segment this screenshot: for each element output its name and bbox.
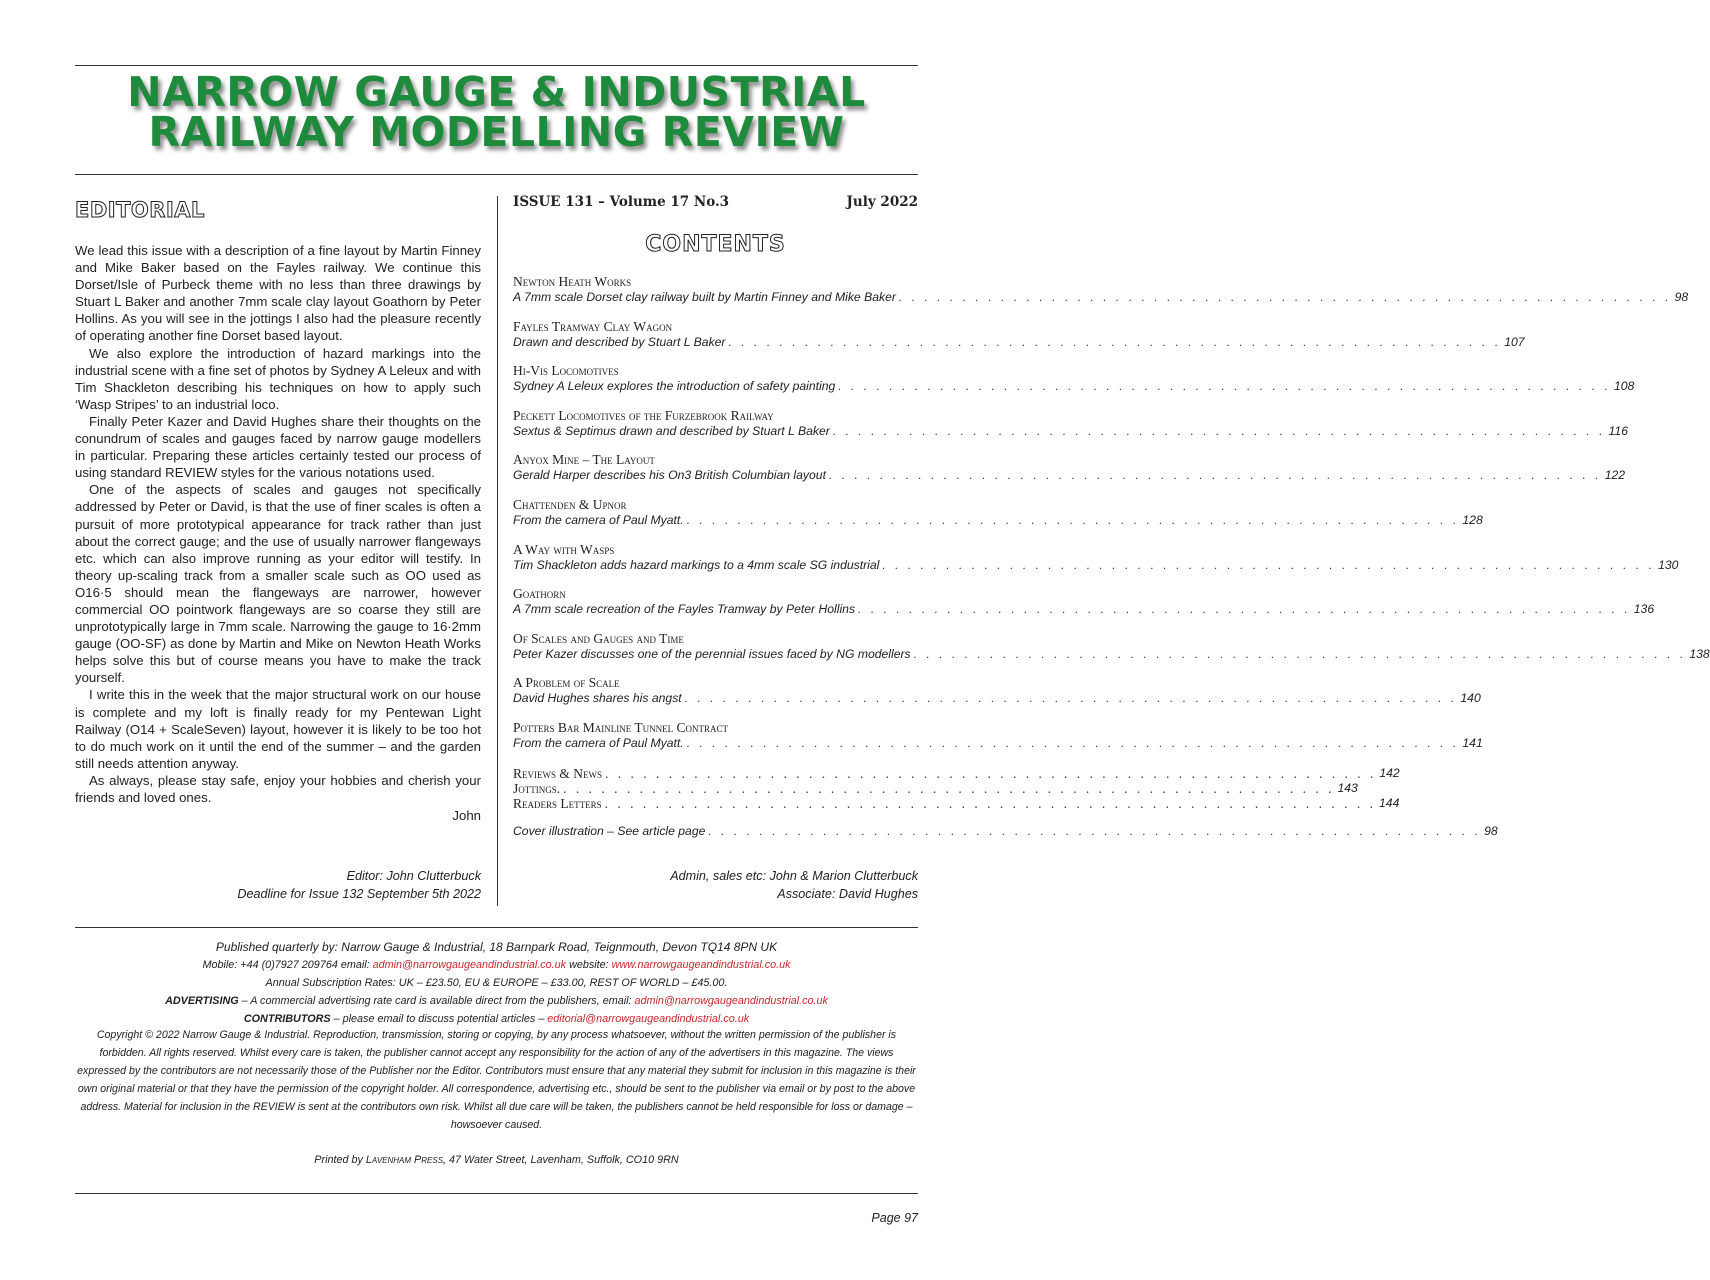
cover-page: 98	[1484, 824, 1498, 838]
entry-page: 108	[1613, 379, 1635, 394]
website-label: website:	[569, 959, 609, 971]
contents-entry[interactable]	[513, 363, 1635, 408]
entry-page: 138	[1689, 646, 1710, 661]
dot-leader	[914, 646, 1687, 662]
advertising-label: ADVERTISING	[165, 995, 239, 1007]
contents-entry[interactable]	[513, 630, 1710, 676]
contributors-label: CONTRIBUTORS	[243, 1013, 331, 1025]
deadline-note: Deadline for Issue 132 September 5th 2022	[237, 887, 481, 901]
cover-illustration-row[interactable]	[513, 824, 1498, 838]
dot-leader	[708, 824, 1481, 838]
dot-leader	[829, 467, 1602, 483]
printer-name: Lavenham Press	[365, 1154, 444, 1166]
entry-page: 136	[1633, 602, 1655, 617]
masthead-line-2: RAILWAY MODELLING REVIEW	[148, 108, 845, 156]
dot-leader	[605, 766, 1376, 781]
dot-leader	[858, 601, 1631, 617]
entry-description: Drawn and described by Stuart L Baker	[513, 334, 726, 349]
entry-title: Fayles Tramway Clay Wagon	[513, 318, 673, 334]
contents-misc-row[interactable]	[513, 766, 1400, 781]
misc-title: Reviews & News	[513, 766, 602, 781]
editorial-paragraph: As always, please stay safe, enjoy your hobbies and cherish your friends and loved ones.	[75, 772, 481, 805]
entry-description: Peter Kazer discusses one of the perennial issues faced by NG modellers	[513, 646, 911, 661]
contents-entry[interactable]	[513, 496, 1483, 542]
entry-description: Sextus & Septimus drawn and described by Stuart L Baker	[513, 423, 830, 438]
dot-leader	[882, 557, 1655, 573]
masthead-line-1: NARROW GAUGE & INDUSTRIAL	[127, 68, 866, 116]
contents-misc-list	[513, 766, 1400, 811]
misc-page: 142	[1379, 766, 1400, 780]
contact-line	[75, 956, 918, 974]
entry-page: 107	[1504, 334, 1525, 349]
editor-credits	[75, 867, 481, 903]
entry-title: Chattenden & Upnor	[513, 496, 627, 512]
contributors-text: – please email to discuss potential articles –	[333, 1013, 545, 1025]
printer-line	[75, 1154, 918, 1166]
published-line: Published quarterly by: Narrow Gauge & Industrial, 18 Barnpark Road, Teignmouth, Devon TQ14 8PN UK	[215, 940, 778, 954]
contents-misc-row[interactable]	[513, 796, 1400, 811]
entry-description: David Hughes shares his angst	[513, 691, 682, 706]
entry-page: 141	[1462, 735, 1483, 750]
dot-leader	[899, 289, 1672, 305]
entry-description: Sydney A Leleux explores the introduction of safety painting	[513, 379, 836, 394]
admin-credits	[513, 867, 918, 903]
dot-leader	[687, 512, 1460, 528]
issue-header	[513, 194, 918, 210]
entry-title: A Way with Wasps	[513, 541, 615, 557]
entry-description: From the camera of Paul Myatt.	[513, 512, 684, 527]
entry-title: Peckett Locomotives of the Furzebrook Railway	[513, 407, 774, 423]
entry-title: Anyox Mine – The Layout	[513, 452, 655, 468]
entry-title: Hi-Vis Locomotives	[513, 363, 619, 379]
footer-bottom-rule	[75, 1193, 918, 1194]
entry-description: A 7mm scale Dorset clay railway built by Martin Finney and Mike Baker	[513, 290, 896, 304]
cover-label: Cover illustration – See article page	[513, 824, 706, 838]
entry-page: 116	[1608, 423, 1628, 438]
contents-entry[interactable]	[513, 274, 1689, 319]
contents-heading: CONTENTS	[645, 232, 786, 257]
issue-date: July 2022	[846, 194, 918, 210]
masthead-title	[75, 68, 918, 156]
editor-name: Editor: John Clutterbuck	[346, 869, 481, 883]
entry-title: Newton Heath Works	[513, 274, 632, 289]
dot-leader	[605, 796, 1376, 811]
entry-description: A 7mm scale recreation of the Fayles Tramway by Peter Hollins	[513, 602, 856, 617]
misc-page: 144	[1379, 796, 1400, 810]
printed-label: Printed by	[314, 1154, 363, 1166]
misc-title: Readers Letters	[513, 796, 602, 811]
misc-page: 143	[1337, 781, 1358, 795]
website-link[interactable]: www.narrowgaugeandindustrial.co.uk	[611, 959, 791, 971]
footer-top-rule	[75, 927, 918, 928]
contents-entry[interactable]	[513, 719, 1483, 765]
subscription-line: Annual Subscription Rates: UK – £23.50, EU & EUROPE – £33.00, REST OF WORLD – £45.00.	[265, 977, 728, 989]
copyright-notice: Copyright © 2022 Narrow Gauge & Industrial. Reproduction, transmission, storing or copying, by any process whatsoever, without the written permission of the publisher is forbidden. All rights reserved. Whilst every care is taken, the publisher cannot accept any responsibility for the action of any of the advertisers in this magazine. The views expressed by the contributors are not necessarily those of the Publisher nor the Editor. Contributors must ensure that any material they submit for inclusion in this magazine is their own original material or that they have the permission of the copyright holder. All correspondence, advertising etc., should be sent to the publisher via email or by post to the above address. Material for inclusion in the REVIEW is sent at the contributors own risk. Whilst all due care will be taken, the publishers cannot be held responsible for loss or damage – howsoever caused.	[77, 1029, 916, 1131]
contents-entry[interactable]	[513, 586, 1655, 631]
entry-page: 98	[1674, 290, 1689, 304]
entry-title: Potters Bar Mainline Tunnel Contract	[513, 719, 729, 735]
editorial-heading: EDITORIAL	[75, 198, 205, 222]
printer-address: , 47 Water Street, Lavenham, Suffolk, CO10 9RN	[443, 1154, 679, 1166]
contents-misc-row[interactable]	[513, 781, 1358, 796]
dot-leader	[563, 781, 1334, 796]
editorial-email-link[interactable]: editorial@narrowgaugeandindustrial.co.uk	[547, 1013, 750, 1025]
advertising-text: – A commercial advertising rate card is available direct from the publishers, email:	[241, 995, 632, 1007]
editorial-column	[75, 198, 481, 823]
admin-names: Admin, sales etc: John & Marion Clutterbuck	[670, 869, 918, 883]
editorial-paragraph: Finally Peter Kazer and David Hughes share their thoughts on the conundrum of scales and gauges faced by narrow gauge modellers in particular. Preparing these articles certainly tested our process of using standard REVIEW styles for the various notations used.	[75, 413, 481, 481]
entry-page: 128	[1462, 512, 1483, 527]
associate-name: Associate: David Hughes	[777, 887, 918, 901]
page-number: Page 97	[871, 1211, 918, 1225]
editorial-signoff: John	[452, 808, 481, 824]
issue-number: ISSUE 131 – Volume 17 No.3	[513, 194, 730, 210]
entry-description: Gerald Harper describes his On3 British Columbian layout	[513, 468, 826, 483]
contents-entry[interactable]	[513, 452, 1626, 497]
dot-leader	[685, 690, 1458, 706]
dot-leader	[833, 423, 1606, 439]
column-divider	[497, 196, 498, 906]
entry-title: Of Scales and Gauges and Time	[513, 630, 684, 646]
entry-page: 130	[1658, 557, 1679, 572]
top-rule	[75, 65, 918, 66]
admin-email-link[interactable]: admin@narrowgaugeandindustrial.co.uk	[372, 959, 567, 971]
entry-page: 122	[1604, 468, 1626, 483]
advertising-email-link[interactable]: admin@narrowgaugeandindustrial.co.uk	[634, 995, 828, 1007]
dot-leader	[729, 334, 1502, 350]
editorial-paragraph: We also explore the introduction of hazard markings into the industrial scene with a fine set of photos by Sydney A Leleux and with Tim Shackleton describing his techniques on how to apply such ‘Wasp Stripes’ to an industrial loco.	[75, 345, 481, 412]
entry-description: From the camera of Paul Myatt.	[513, 735, 684, 750]
misc-title: Jottings.	[513, 781, 561, 796]
contents-entry[interactable]	[513, 407, 1628, 453]
entry-description: Tim Shackleton adds hazard markings to a 4mm scale SG industrial	[513, 557, 880, 572]
entry-title: Goathorn	[513, 586, 566, 602]
contents-entry[interactable]	[513, 675, 1481, 720]
masthead-bottom-rule	[75, 174, 918, 175]
mobile-label: Mobile: +44 (0)7927 209764 email:	[202, 959, 370, 971]
contents-list	[513, 274, 1710, 765]
dot-leader	[838, 378, 1611, 394]
contents-entry[interactable]	[513, 541, 1679, 587]
entry-title: A Problem of Scale	[513, 675, 620, 691]
advertising-line	[75, 992, 918, 1010]
editorial-paragraph: I write this in the week that the major structural work on our house is complete and my loft is finally ready for my Pentewan Light Railway (O14 + ScaleSeven) layout, however it is likely to be too hot to do much work on it until the end of the summer – and the garden still needs attention anyway.	[75, 687, 481, 771]
contents-entry[interactable]	[513, 318, 1525, 364]
editorial-paragraph: We lead this issue with a description of a fine layout by Martin Finney and Mike Baker based on the Fayles railway. We continue this Dorset/Isle of Purbeck theme with no less than three drawings by Stuart L Baker and another 7mm scale clay layout Goathorn by Peter Hollins. As you will see in the jottings I also had the pleasure recently of operating another fine Dorset based layout.	[75, 243, 481, 344]
editorial-paragraph: One of the aspects of scales and gauges not specifically addressed by Peter or David, is that the use of finer scales is often a pursuit of more prototypical appearance for track rather than just about the correct gauge; and the use of usually narrower flangeways etc. which can also improve running as your editor will testify. In theory up-scaling track from a smaller scale such as OO used as O16·5 should mean the flangeways are narrower, however commercial OO pointwork flangeways are so coarse they still are unprototypically large in 7mm scale. Narrowing the gauge to 16·2mm gauge (OO-SF) as done by Martin and Mike on Newton Heath Works helps solve this but of course means you have to make the track yourself.	[75, 482, 481, 686]
publisher-info	[75, 938, 918, 1028]
dot-leader	[687, 735, 1460, 751]
entry-page: 140	[1460, 691, 1481, 706]
